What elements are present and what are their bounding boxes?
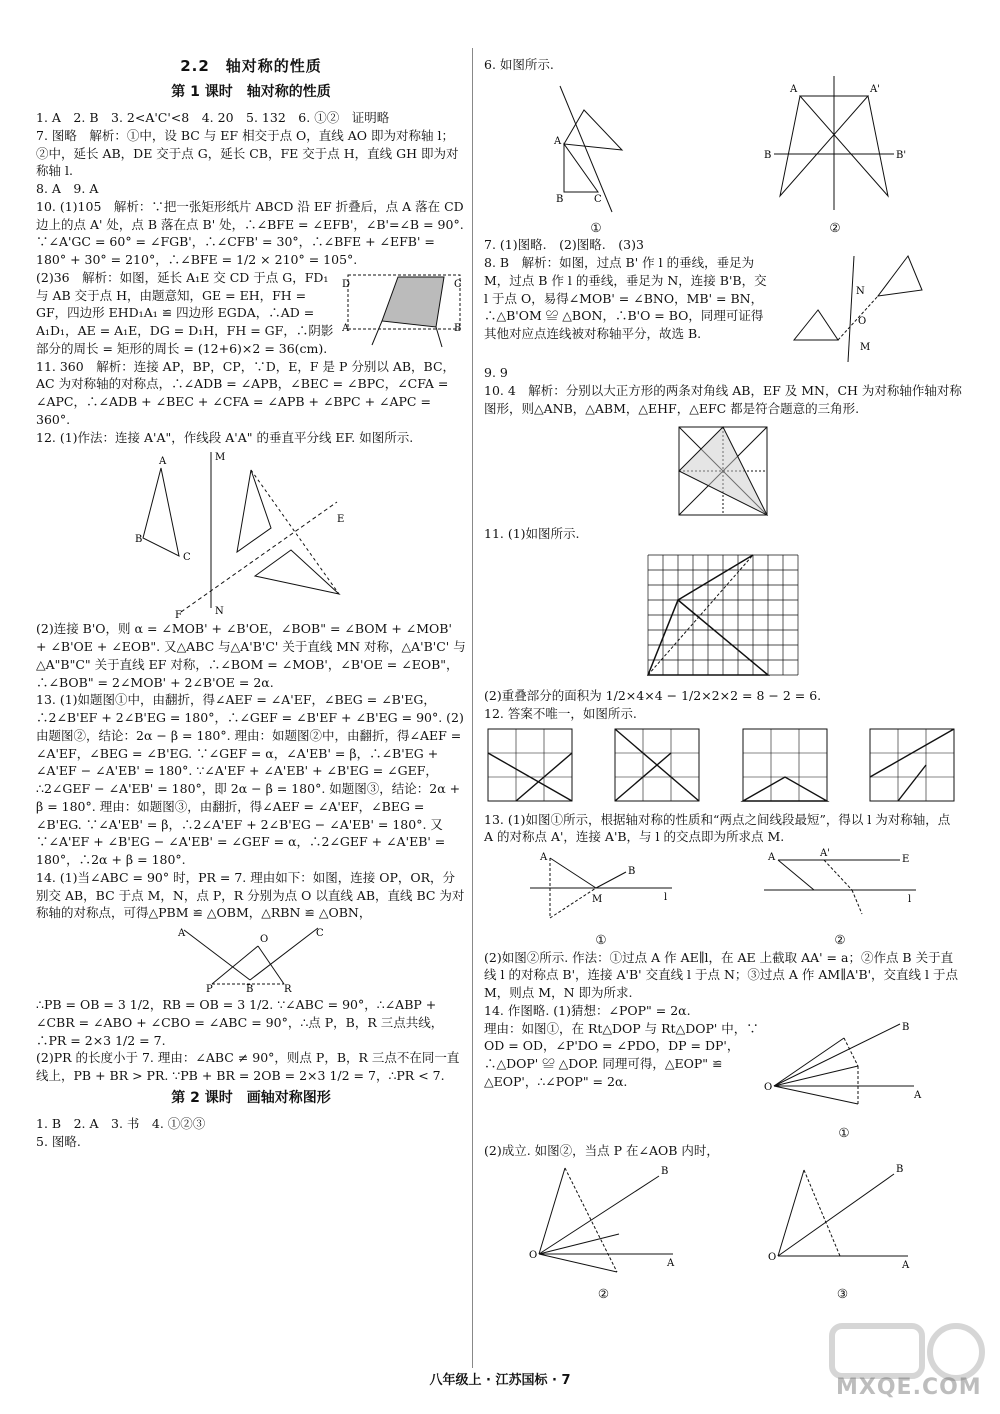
column-divider bbox=[472, 48, 473, 1368]
svg-text:O: O bbox=[767, 1251, 776, 1263]
grid-figure bbox=[638, 545, 808, 685]
svg-text:E: E bbox=[902, 854, 910, 865]
figure-14-2 bbox=[529, 1160, 679, 1280]
answer-r13-1: 13. (1)如图①所示，根据轴对称的性质和“两点之间线段最短”，得以 l 为对称轴，点 A 的对称点 A'，连接 A'B，与 l 的交点即为所求点 M. bbox=[484, 811, 951, 845]
answer-r9: 9. 9 bbox=[484, 365, 508, 380]
svg-text:B: B bbox=[556, 193, 564, 205]
svg-text:P: P bbox=[206, 984, 213, 995]
svg-text:A': A' bbox=[820, 848, 830, 859]
svg-text:B': B' bbox=[896, 149, 907, 161]
svg-text:B: B bbox=[764, 149, 772, 161]
answer-r14-reason: 理由：如图①，在 Rt△DOP 与 Rt△DOP' 中，∵ OD = OD，∠P'DO = ∠PDO，DP = DP'，∴△DOP' ≌ △DOP. 同理可得，△EOP" ≌ △EOP'，∴∠POP" = 2α. bbox=[484, 1020, 759, 1089]
svg-text:B: B bbox=[902, 1021, 910, 1033]
svg-text:E: E bbox=[337, 514, 345, 526]
answer-14-1: 14. (1)当∠ABC = 90° 时，PR = 7. 理由如下：如图，连接 OP，OR，分别交 AB，BC 于点 M，N，点 P，R 分别为点 O 以直线 AB，直线 BC 为对称轴的对称点，可得△PBM ≌ △OBM，△RBN ≌ △OBN， bbox=[36, 869, 465, 921]
figure-6-2 bbox=[760, 74, 910, 214]
answer-r10: 10. 4 解析：分别以大正方形的两条对角线 AB，EF 及 MN，CH 为对称轴作轴对称图形，则△ANB，△ABM，△EHF，△EFC 都是符合题意的三角形. bbox=[484, 382, 962, 416]
angle-symmetry-figure bbox=[176, 924, 326, 994]
figure-14-1 bbox=[764, 1020, 924, 1120]
answer-14-1b: ∴PB = OB = 3 1/2，RB = OB = 3 1/2. ∵∠ABC = 90°，∴∠ABP + ∠CBR = ∠ABO + ∠CBO = ∠ABC = 90°，∴点 P，B，R 三点共线，∴PR = 2×3 1/2 = 7. bbox=[36, 997, 444, 1048]
svg-text:A: A bbox=[768, 852, 776, 863]
svg-text:N: N bbox=[856, 286, 865, 297]
svg-text:C: C bbox=[183, 552, 191, 564]
figure-8 bbox=[778, 254, 938, 364]
lesson-title-1: 第 1 课时 轴对称的性质 bbox=[171, 84, 331, 101]
page-footer: 八年级上 · 江苏国标 · 7 bbox=[429, 1373, 571, 1388]
answer-10-2: (2)36 解析：如图，延长 A₁E 交 CD 于点 G，FD₁ 与 AB 交于点 H，由题意知，GE = EH，FH = GF，四边形 EHD₁A₁ ≌ 四边形 EGDA，∴AD = A₁D₁，AE = A₁E，DG = D₁H，FH = GF，∴阴影部分的周长 = 矩形的周长 = (12+6)×2 = 36(cm). bbox=[36, 269, 334, 356]
caption-13-1: ① bbox=[595, 931, 607, 947]
answer-r8: 8. B 解析：如图，过点 B' 作 l 的垂线，垂足为 M，过点 B 作 l 的垂线，垂足为 N，连接 B'B，交 l 于点 O，易得∠MOB' = ∠BNO，MB' = BN，∴△B'OM ≌ △BON，∴B'O = BO，同理可证得其他对应点连线被对称轴平分，故选 B. bbox=[484, 255, 767, 341]
answer-r6: 6. 如图所示. bbox=[484, 57, 554, 72]
svg-text:A: A bbox=[540, 852, 548, 863]
svg-text:A: A bbox=[342, 322, 350, 334]
caption-13-2: ② bbox=[834, 931, 846, 947]
figure-14-3 bbox=[768, 1160, 918, 1280]
answer-r12: 12. 答案不唯一，如图所示. bbox=[484, 705, 637, 721]
svg-text:M: M bbox=[592, 894, 603, 905]
grid-option-4 bbox=[866, 725, 962, 809]
answer-r11-2: (2)重叠部分的面积为 1/2×4×4 − 1/2×2×2 = 8 − 2 = 6. bbox=[484, 688, 822, 703]
svg-text:B: B bbox=[660, 1165, 668, 1177]
answer-8-9: 8. A 9. A bbox=[36, 181, 99, 197]
section-title: 2.2 轴对称的性质 bbox=[180, 57, 322, 75]
svg-text:B: B bbox=[135, 534, 143, 546]
figure-13-2 bbox=[760, 846, 920, 926]
answer-7: 7. 图略 解析：①中，设 BC 与 EF 相交于点 O，直线 AO 即为对称轴 l；②中，延长 AB，DE 交于点 G，延长 CB，FE 交于点 H，直线 GH 即为对称轴 l. bbox=[36, 127, 459, 179]
figure-13-1 bbox=[526, 846, 676, 926]
svg-text:C: C bbox=[454, 278, 462, 290]
answer-1-6: 1. A 2. B 3. 2<A'C'<8 4. 20 5. 132 6. ①② 证明略 bbox=[36, 110, 390, 126]
answer-11: 11. 360 解析：连接 AP，BP，CP，∵D，E，F 是 P 分别以 AB，BC，AC 为对称轴的对称点，∴∠ADB = ∠APB，∠BEC = ∠BPC，∠CFA = ∠APC，∴∠ADB + ∠BEC + ∠CFA = ∠APB + ∠BPC + ∠APC = 360°. bbox=[36, 358, 456, 427]
grid-option-1 bbox=[484, 725, 580, 809]
answer-10-1: 10. (1)105 解析：∵把一张矩形纸片 ABCD 沿 EF 折叠后，点 A 落在 CD 边上的点 A' 处，点 B 落在点 B' 处，∴∠BFE = ∠EFB'，∠B'=∠B = 90°. ∵∠A'GC = 60° = ∠FGB'，∴∠CFB' = 30°，∴∠BFE + ∠EFB' = 180° + 30° = 210°，∴∠BFE = 1/2 × 210° = 105°. bbox=[36, 198, 464, 268]
answer-13: 13. (1)如题图①中，由翻折，得∠AEF = ∠A'EF，∠BEG = ∠B'EG，∴2∠B'EF + 2∠B'EG = 180°，∴∠GEF = ∠B'EF + ∠B'EG = 90°. (2)由题图②，结论：2α − β = 180°. 理由：如题图②中，由翻折，得∠AEF = ∠A'EF，∠BEG = ∠B'EG. ∵∠GEF = α，∠A'EB' = β，∴∠B'EG + ∠A'EF − ∠A'EB' = 180°. ∵∠A'EF + ∠A'EB' + ∠B'EG = ∠GEF，∴2∠GEF − ∠A'EB' = 180°，即 2α − β = 180°. 如题图③，结论：2α + β = 180°. 理由：如题图③，由翻折，得∠AEF = ∠A'EF，∠BEG = ∠B'EG. ∵∠A'EB' = β，∴2∠A'EF + 2∠B'EG − ∠A'EB' = 180°. 又∵∠A'EF + ∠B'EG − ∠A'EB' = ∠GEF = α，∴2∠GEF + ∠A'EB' = 180°，∴2α + β = 180°. bbox=[36, 692, 464, 868]
answer-12-1: 12. (1)作法：连接 A'A"，作线段 A'A" 的垂直平分线 EF. 如图所示. bbox=[36, 429, 414, 445]
folded-rectangle-figure bbox=[342, 269, 466, 351]
caption-14-3: ③ bbox=[836, 1285, 849, 1301]
svg-text:B: B bbox=[895, 1163, 903, 1175]
svg-text:l: l bbox=[908, 894, 912, 905]
caption-14-2: ② bbox=[597, 1285, 610, 1301]
answer-r7: 7. (1)图略. (2)图略. (3)3 bbox=[484, 237, 644, 253]
svg-text:F: F bbox=[175, 610, 182, 619]
square-diagonals-figure bbox=[671, 419, 775, 523]
svg-text:B: B bbox=[454, 322, 462, 334]
triangle-reflection-figure bbox=[131, 448, 371, 618]
figure-6-1 bbox=[536, 84, 656, 214]
svg-text:D: D bbox=[342, 278, 351, 290]
grid-option-3 bbox=[739, 725, 835, 809]
answer-r14-1: 14. 作图略. (1)猜想：∠POP" = 2α. bbox=[484, 1002, 691, 1018]
svg-text:A: A bbox=[790, 83, 798, 95]
svg-text:O: O bbox=[858, 316, 867, 327]
caption-14-1: ① bbox=[838, 1125, 850, 1141]
svg-text:M: M bbox=[860, 342, 871, 353]
watermark-text: MXQE.COM bbox=[836, 1375, 982, 1400]
svg-text:B: B bbox=[628, 866, 636, 877]
svg-text:A': A' bbox=[870, 83, 880, 95]
svg-text:l: l bbox=[664, 892, 668, 903]
svg-text:R: R bbox=[284, 984, 292, 995]
svg-text:C: C bbox=[594, 193, 602, 205]
answer-12-2: (2)连接 B'O，则 α = ∠MOB' + ∠B'OE，∠BOB" = ∠BOM + ∠MOB' + ∠B'OE + ∠EOB". 又△ABC 与△A'B'C' 关于直线 MN 对称，△A'B'C' 与△A"B"C" 关于直线 EF 对称，∴∠BOM = ∠MOB'，∠B'OE = ∠EOB"，∴∠BOB" = 2∠MOB' + 2∠B'OE = 2α. bbox=[36, 621, 466, 690]
grid-option-2 bbox=[611, 725, 707, 809]
svg-text:A: A bbox=[178, 928, 186, 940]
svg-text:O: O bbox=[528, 1249, 537, 1261]
caption-6-1: ① bbox=[590, 219, 602, 235]
svg-text:B: B bbox=[246, 984, 254, 995]
answer-14-2: (2)PR 的长度小于 7. 理由：∠ABC ≠ 90°，则点 P，B，R 三点不在同一直线上，PB + BR > PR. ∵PB + BR = 2OB = 2×3 1/2 = 7，∴PR < 7. bbox=[36, 1050, 460, 1084]
svg-text:A: A bbox=[666, 1257, 674, 1269]
svg-text:O: O bbox=[764, 1081, 773, 1093]
lesson-title-2: 第 2 课时 画轴对称图形 bbox=[171, 1089, 331, 1106]
answer-r11-1: 11. (1)如图所示. bbox=[484, 526, 580, 542]
svg-text:A: A bbox=[901, 1259, 909, 1271]
svg-text:M: M bbox=[215, 452, 226, 464]
left-column bbox=[36, 56, 466, 1150]
svg-text:A: A bbox=[914, 1089, 922, 1101]
svg-text:A: A bbox=[554, 135, 562, 147]
lesson2-answer-5: 5. 图略. bbox=[36, 1133, 81, 1149]
svg-text:C: C bbox=[316, 928, 324, 940]
svg-text:N: N bbox=[215, 606, 224, 618]
answer-r14-2: (2)成立. 如图②，当点 P 在∠AOB 内时， bbox=[484, 1143, 719, 1158]
svg-text:A: A bbox=[159, 456, 167, 468]
right-column bbox=[484, 56, 962, 1302]
answer-r13-2: (2)如图②所示. 作法：①过点 A 作 AE∥l，在 AE 上截取 AA' = a；②作点 B 关于直线 l 的对称点 B'，连接 A'B' 交直线 l 于点 N；③过点 A 作 AM∥A'B'，交直线 l 于点 M，则点 M，N 即为所求. bbox=[484, 949, 959, 1000]
caption-6-2: ② bbox=[829, 219, 841, 235]
lesson2-answer-1-4: 1. B 2. A 3. 书 4. ①②③ bbox=[36, 1115, 206, 1131]
svg-text:O: O bbox=[260, 934, 269, 946]
